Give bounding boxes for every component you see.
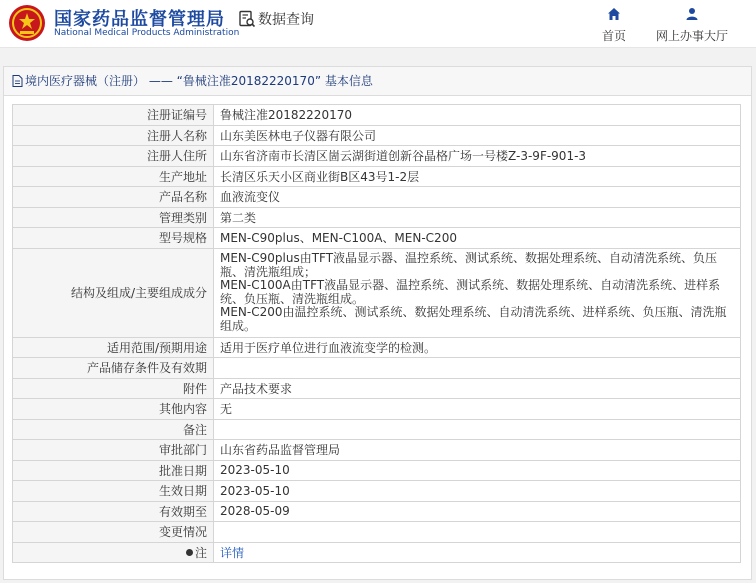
table-row [13,337,741,358]
field-label-text: 备注 [182,422,207,437]
table-row [13,187,741,208]
field-label [13,501,214,522]
field-label-text: 产品储存条件及有效期 [86,361,207,376]
field-label-text: 注册人名称 [146,128,207,143]
field-label-text: 注 [194,545,207,560]
top-header [0,0,756,48]
field-value-text: 适用于医疗单位进行血液流变学的检测。 [220,340,437,355]
table-row [13,419,741,440]
table-row [13,399,741,420]
field-value-text: 产品技术要求 [220,381,293,396]
org-name-cn: 国家药品监督管理局 [54,9,225,30]
table-row [13,146,741,167]
field-label-text: 生产地址 [158,169,207,184]
details-link[interactable]: 详情 [220,545,245,560]
field-label [13,440,214,461]
field-value [214,378,741,399]
field-value [214,501,741,522]
field-value [214,166,741,187]
field-value-text: 长清区乐天小区商业街B区43号1-2层 [220,169,420,184]
field-value [214,419,741,440]
table-row [13,378,741,399]
field-label [13,187,214,208]
field-value [214,146,741,167]
table-row [13,440,741,461]
field-label-text: 生效日期 [158,484,207,499]
field-value [214,125,741,146]
field-value-text: MEN-C90plus由TFT液晶显示器、温控系统、测试系统、数据处理系统、自动清洗系统、负压瓶、清洗瓶组成； MEN-C100A由TFT液晶显示器、温控系统、测试系统、数据处理系统、自动清洗系统、进样系统、负压瓶、清洗瓶组成。 MEN-C200由温控系统、测试系统、数据处理系统、自动清洗系统、进样系统、负压瓶、清洗瓶组成。 [220,251,727,333]
field-label-text: 结构及组成/主要组成成分 [70,286,207,300]
field-value-text: 2023-05-10 [220,483,290,498]
field-value-text: 2028-05-09 [220,504,290,519]
field-value [214,228,741,249]
field-value [214,522,741,543]
pin-icon [186,549,193,556]
field-label [13,125,214,146]
field-value-text: 2023-05-10 [220,463,290,478]
field-label-text: 注册人住所 [146,149,207,164]
field-value-text: MEN-C90plus、MEN-C100A、MEN-C200 [220,231,457,246]
table-row [13,207,741,228]
field-label-text: 型号规格 [158,231,207,246]
field-label-text: 附件 [182,381,207,396]
field-value [214,481,741,502]
detail-panel [3,66,752,580]
field-value [214,399,741,420]
field-label-text: 管理类别 [158,210,207,225]
field-value-text: 山东省药品监督管理局 [220,443,341,458]
home-icon [607,7,621,21]
field-label [13,207,214,228]
search-document-icon [238,10,256,28]
field-value-text: 鲁械注准20182220170 [220,108,352,123]
field-label [13,358,214,379]
field-label [13,146,214,167]
field-value-text: 第二类 [220,210,257,225]
table-row [13,522,741,543]
field-label [13,378,214,399]
field-label [13,542,214,563]
table-row [13,481,741,502]
field-value [214,187,741,208]
table-row [13,105,741,126]
nav-home-label: 首页 [601,29,626,43]
table-row [13,228,741,249]
data-search-link[interactable] [238,9,314,29]
table-row [13,248,741,337]
org-name-en: National Medical Products Administration [54,28,240,38]
field-label-text: 注册证编号 [146,108,207,123]
field-label [13,460,214,481]
field-label [13,228,214,249]
data-search-label: 数据查询 [258,12,314,28]
field-label-text: 有效期至 [158,504,207,519]
field-value [214,248,741,337]
field-label [13,481,214,502]
field-label [13,522,214,543]
table-row [13,166,741,187]
table-row [13,358,741,379]
detail-table [12,104,741,563]
national-emblem-icon [8,4,46,42]
field-label-text: 变更情况 [158,525,207,540]
nav-service-label: 网上办事大厅 [655,29,728,43]
field-value-text: 山东美医林电子仪器有限公司 [220,128,377,143]
field-value [214,460,741,481]
field-value-text: 山东省济南市长清区崮云湖街道创新谷晶格广场一号楼Z-3-9F-901-3 [220,149,587,164]
table-row [13,501,741,522]
field-value [214,358,741,379]
field-label [13,399,214,420]
document-icon [12,75,23,87]
field-label-text: 产品名称 [158,190,207,205]
field-value-text: 无 [220,402,233,417]
field-value [214,207,741,228]
field-label-text: 其他内容 [158,402,207,417]
table-row [13,125,741,146]
field-label-text: 批准日期 [158,463,207,478]
field-value [214,337,741,358]
panel-title: 境内医疗器械（注册） —— “鲁械注准20182220170” 基本信息 [25,73,373,88]
nav-service-hall[interactable] [652,6,732,44]
nav-home[interactable] [598,6,630,44]
field-label [13,337,214,358]
field-label [13,166,214,187]
user-icon [685,7,699,21]
field-label [13,105,214,126]
field-value-text: 血液流变仪 [220,190,281,205]
field-label [13,419,214,440]
field-value [214,105,741,126]
field-value [214,440,741,461]
field-value [214,542,741,563]
panel-header [4,67,751,96]
table-row [13,460,741,481]
field-label-text: 适用范围/预期用途 [106,340,207,355]
field-label [13,248,214,337]
table-row [13,542,741,563]
field-label-text: 审批部门 [158,443,207,458]
